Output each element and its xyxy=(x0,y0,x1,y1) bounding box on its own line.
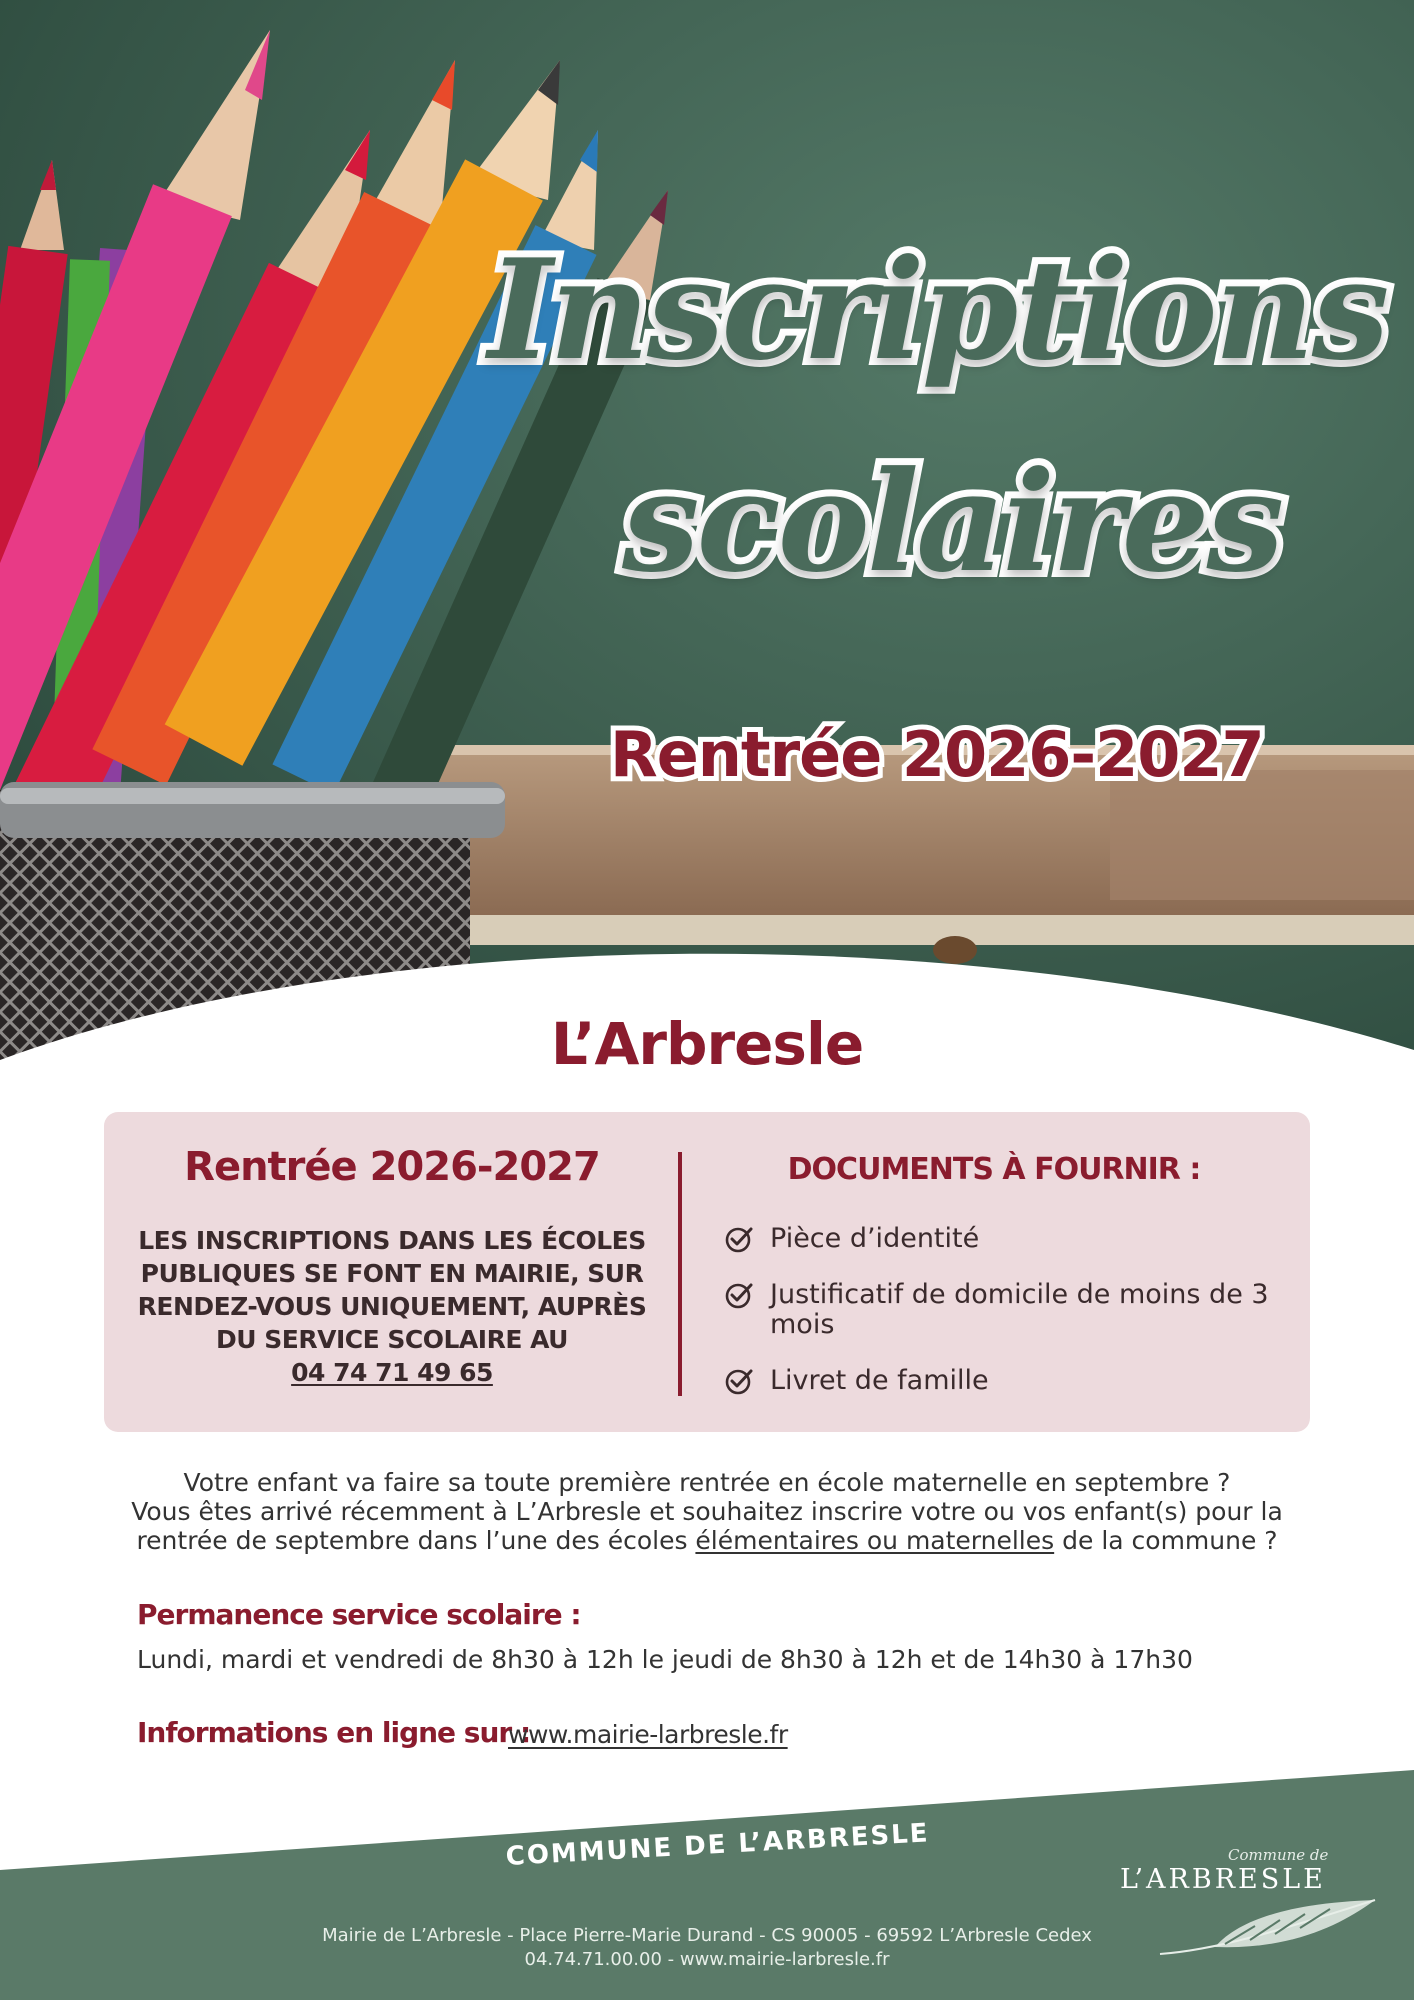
document-label: Livret de famille xyxy=(770,1365,989,1396)
address-line: Mairie de L’Arbresle - Place Pierre-Marie Durand - CS 90005 - 69592 L’Arbresle Cedex xyxy=(322,1925,1092,1946)
registration-sentence: LES INSCRIPTIONS DANS LES ÉCOLES PUBLIQUES SE FONT EN MAIRIE, SUR RENDEZ-VOUS UNIQUEMENT, AUPRÈS DU SERVICE SCOLAIRE AU xyxy=(137,1226,647,1354)
check-circle-icon xyxy=(724,1224,754,1254)
intro-line-3 xyxy=(100,1526,1314,1555)
list-item xyxy=(724,1224,1284,1254)
permanence-title: Permanence service scolaire : xyxy=(137,1598,581,1631)
permanence-hours: Lundi, mardi et vendredi de 8h30 à 12h le jeudi de 8h30 à 12h et de 14h30 à 17h30 xyxy=(137,1645,1193,1674)
registration-text xyxy=(128,1224,656,1389)
title-line-1: Inscriptions xyxy=(488,228,1387,391)
document-label: Justificatif de domicile de moins de 3 mois xyxy=(770,1279,1269,1340)
intro-line-3-end: de la commune ? xyxy=(1054,1526,1278,1555)
documents-section xyxy=(724,1112,1294,1432)
intro-line-1: Votre enfant va faire sa toute première rentrée en école maternelle en septembre ? xyxy=(183,1468,1231,1497)
check-circle-icon xyxy=(724,1280,754,1310)
intro-line-2: Vous êtes arrivé récemment à L’Arbresle et souhaitez inscrire votre ou vos enfant(s) pour la xyxy=(131,1497,1283,1526)
vertical-divider xyxy=(678,1152,682,1396)
intro-line-3-start: rentrée de septembre dans l’une des écoles xyxy=(136,1526,696,1555)
check-circle-icon xyxy=(724,1366,754,1396)
online-info-label: Informations en ligne sur : xyxy=(137,1716,531,1749)
logo-name: L’ARBRESLE xyxy=(1120,1864,1326,1895)
documents-title: DOCUMENTS À FOURNIR : xyxy=(787,1152,1201,1187)
logo-caption: Commune de xyxy=(1228,1846,1329,1864)
intro-paragraph xyxy=(100,1468,1314,1555)
info-title: Rentrée 2026-2027 xyxy=(184,1144,600,1190)
hero-subtitle: Rentrée 2026-2027 xyxy=(610,718,1264,791)
info-box xyxy=(104,1112,1310,1432)
town-name: L’Arbresle xyxy=(550,1010,864,1078)
town-logo xyxy=(1110,1842,1380,1952)
leaf-icon xyxy=(1155,1892,1385,1962)
schools-link[interactable]: élémentaires ou maternelles xyxy=(695,1526,1055,1555)
phone-number[interactable]: 04 74 71 49 65 xyxy=(291,1358,493,1387)
document-label: Pièce d’identité xyxy=(770,1223,980,1254)
list-item xyxy=(724,1280,1284,1340)
title-line-2: scolaires xyxy=(622,440,1282,603)
footer-address xyxy=(200,1924,1214,1972)
registration-info xyxy=(104,1112,680,1432)
contact-line: 04.74.71.00.00 - www.mairie-larbresle.fr xyxy=(524,1949,890,1970)
footer-title: COMMUNE DE L’ARBRESLE xyxy=(505,1818,931,1872)
website-link[interactable]: www.mairie-larbresle.fr xyxy=(508,1720,788,1749)
list-item xyxy=(724,1366,1284,1396)
